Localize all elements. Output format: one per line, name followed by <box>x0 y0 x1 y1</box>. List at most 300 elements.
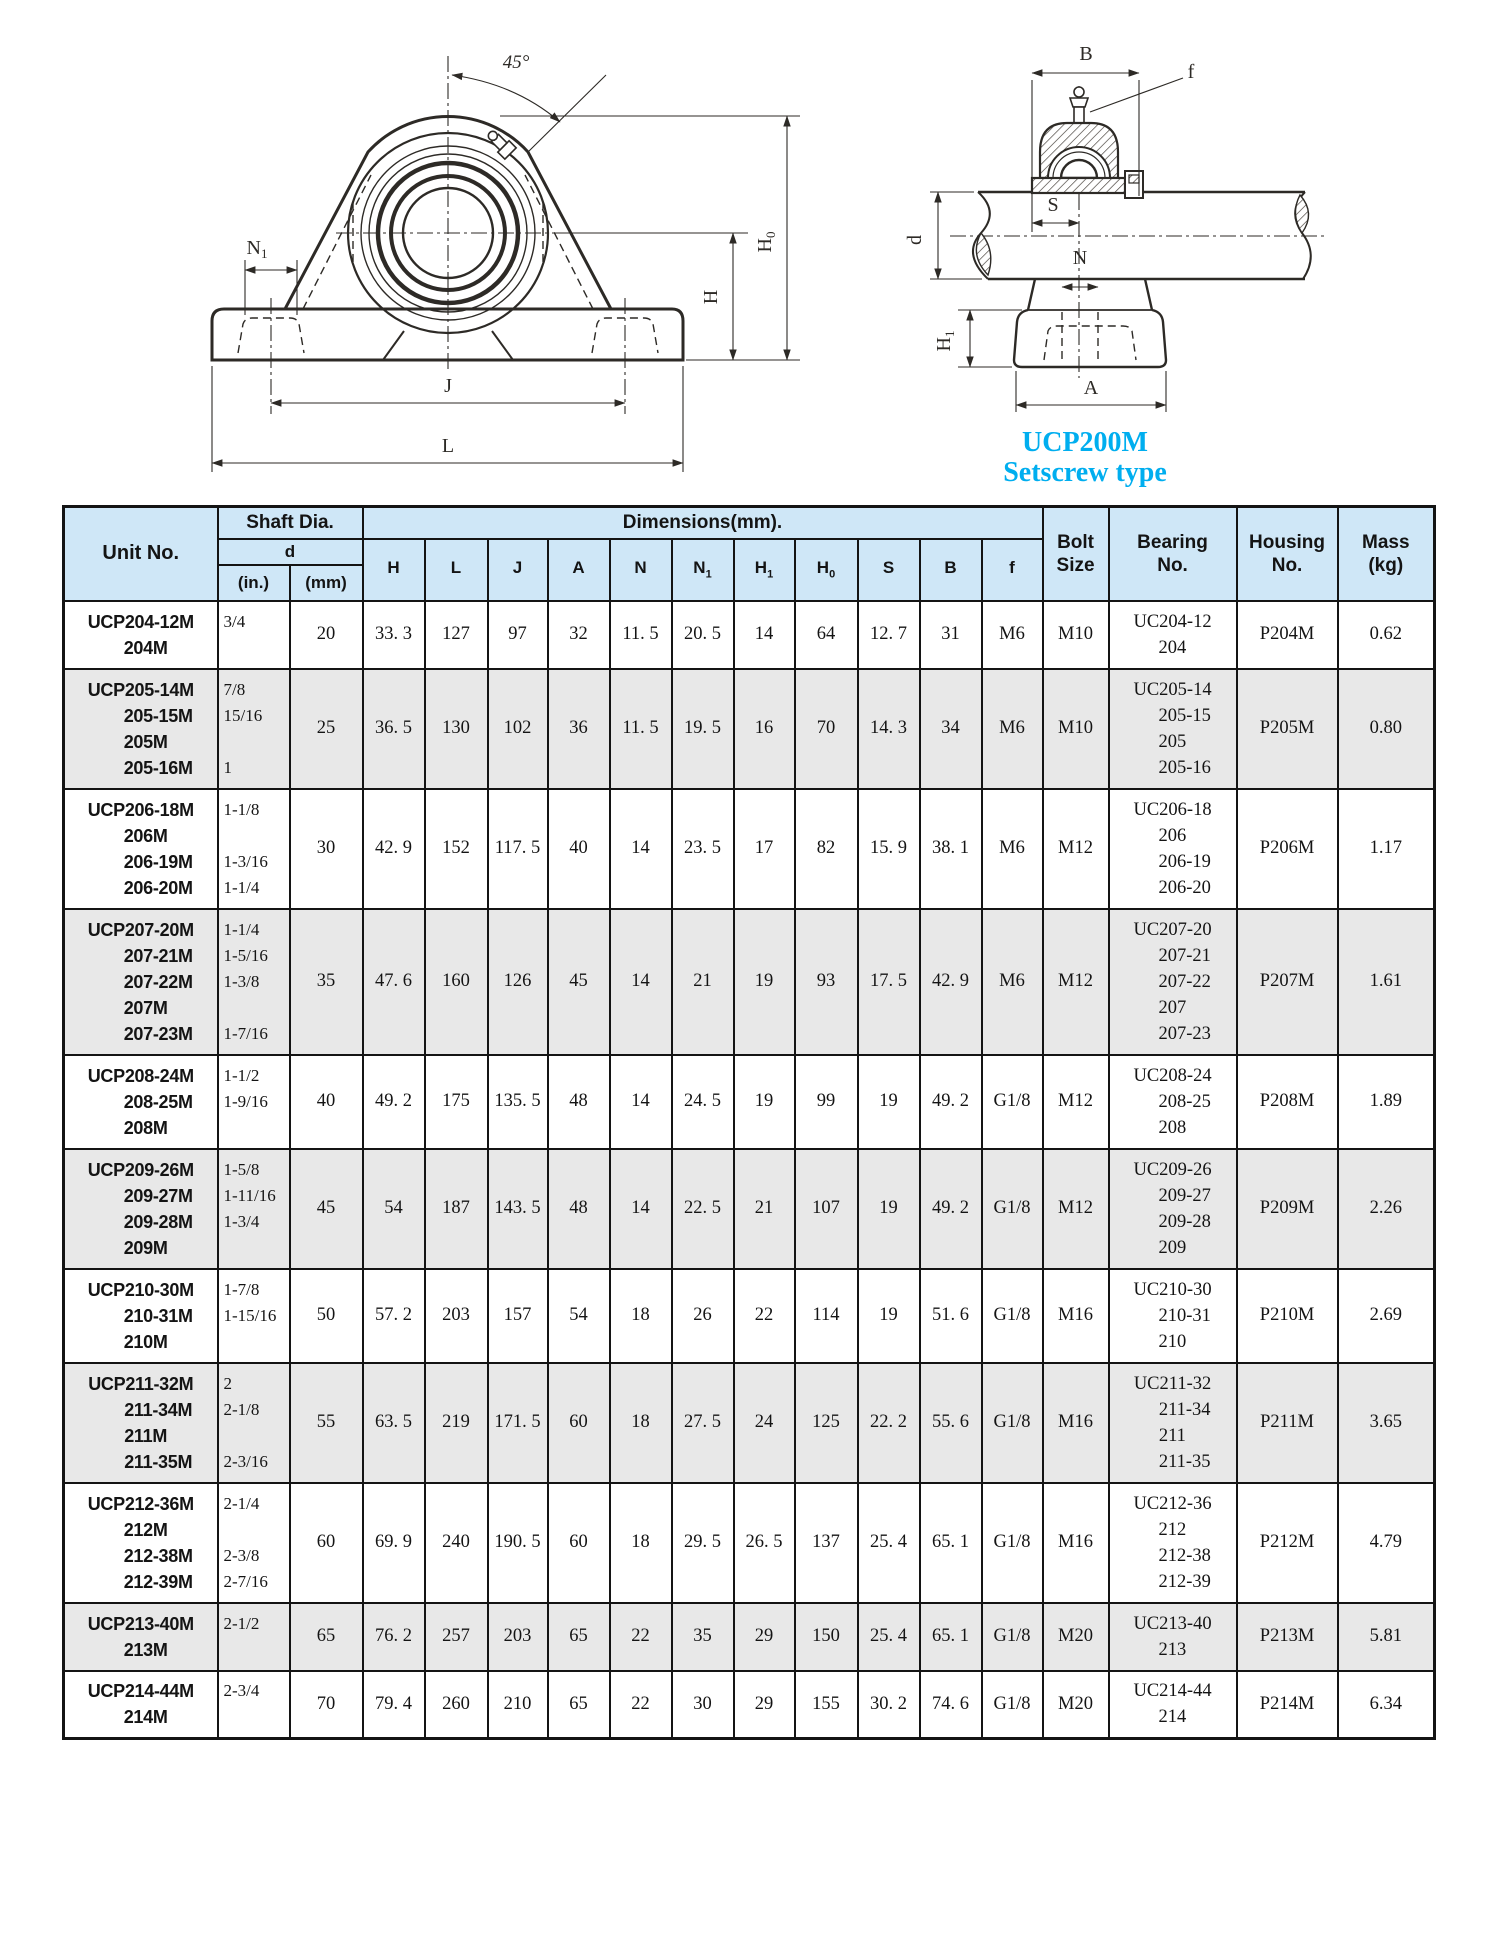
dim-n1-cell: 24. 5 <box>672 1055 734 1149</box>
dim-h0-cell: 125 <box>795 1363 858 1483</box>
col-header-dim-a: A <box>548 539 610 601</box>
shaft-dia-in-line <box>224 1423 289 1449</box>
j-label: J <box>444 375 452 397</box>
shaft-dia-mm-cell: 55 <box>290 1363 363 1483</box>
shaft-dia-in-line: 1-3/8 <box>223 971 260 991</box>
table-row <box>64 1363 1435 1483</box>
dim-n1-cell: 35 <box>672 1603 734 1671</box>
shaft-dia-in-cell <box>218 1671 290 1739</box>
dim-h0-cell: 107 <box>795 1149 858 1269</box>
bearing-no-cell <box>1109 669 1237 789</box>
dim-h-cell: 76. 2 <box>363 1603 425 1671</box>
unit-no-line: UCP204-12M <box>87 611 194 632</box>
bearing-no-line2: No. <box>1157 554 1188 576</box>
mass-cell: 5.81 <box>1338 1603 1435 1671</box>
shaft-dia-in-line: 3/4 <box>223 611 246 631</box>
housing-no-cell: P214M <box>1237 1671 1338 1739</box>
dim-h-cell: 69. 9 <box>363 1483 425 1603</box>
unit-no-line: 210M <box>123 1331 168 1352</box>
dim-f-cell: G1/8 <box>982 1483 1043 1603</box>
shaft-dia-in-cell <box>218 1603 290 1671</box>
dim-n-cell: 14 <box>610 789 672 909</box>
shaft-dia-in-cell <box>218 1269 290 1363</box>
dim-s-cell: 19 <box>858 1149 920 1269</box>
bearing-no-line: 207-23 <box>1158 1023 1211 1044</box>
unit-no-cell <box>64 1149 218 1269</box>
dim-h-cell: 36. 5 <box>363 669 425 789</box>
bearing-no-line: 209 <box>1158 1237 1187 1258</box>
b-label: B <box>1079 43 1093 65</box>
unit-no-line: 211-35M <box>124 1451 193 1472</box>
shaft-dia-in-line <box>224 995 289 1021</box>
unit-no-cell <box>64 1483 218 1603</box>
shaft-dia-mm-cell: 70 <box>290 1671 363 1739</box>
bearing-no-line: 208-25 <box>1158 1091 1211 1112</box>
dim-f-cell: M6 <box>982 909 1043 1055</box>
angle-45-label: 45° <box>502 52 530 73</box>
col-header-dim-j: J <box>488 539 548 601</box>
shaft-dia-in-line <box>224 1704 289 1730</box>
shaft-dia-in-cell <box>218 1483 290 1603</box>
table-row <box>64 1269 1435 1363</box>
shaft-dia-in-line: 2-1/8 <box>223 1399 260 1419</box>
bearing-no-line: 208 <box>1158 1117 1187 1138</box>
shaft-dia-mm-cell: 25 <box>290 669 363 789</box>
unit-no-cell <box>64 1603 218 1671</box>
bearing-no-line: 206 <box>1158 825 1187 846</box>
dim-n-cell: 18 <box>610 1269 672 1363</box>
dim-l-cell: 260 <box>425 1671 488 1739</box>
header-row-1 <box>64 507 1435 539</box>
dim-b-cell: 55. 6 <box>920 1363 982 1483</box>
dim-f-cell: M6 <box>982 789 1043 909</box>
shaft-dia-in-line: 2-3/8 <box>223 1545 260 1565</box>
unit-no-line: 205-15M <box>123 705 193 726</box>
unit-no-line: UCP211-32M <box>88 1373 194 1394</box>
shaft-dia-in-line: 1-1/2 <box>223 1065 260 1085</box>
housing-no-cell: P207M <box>1237 909 1338 1055</box>
bearing-no-line: UC211-32 <box>1133 1373 1212 1394</box>
dim-n1-cell: 22. 5 <box>672 1149 734 1269</box>
table-row <box>64 1603 1435 1671</box>
s-label: S <box>1047 194 1059 216</box>
shaft-dia-mm-cell: 30 <box>290 789 363 909</box>
dim-s-cell: 12. 7 <box>858 601 920 669</box>
bearing-no-line: 205-15 <box>1158 705 1211 726</box>
col-header-mm: (mm) <box>290 565 363 601</box>
dim-h1-cell: 26. 5 <box>734 1483 795 1603</box>
shaft-dia-in-line: 1-5/8 <box>223 1159 260 1179</box>
shaft-dia-in-cell <box>218 601 290 669</box>
dim-a-cell: 65 <box>548 1603 610 1671</box>
table-row <box>64 1671 1435 1739</box>
dim-n-cell: 18 <box>610 1363 672 1483</box>
col-header-unit-no: Unit No. <box>64 507 218 601</box>
unit-no-line: 206-20M <box>123 877 193 898</box>
dim-n-cell: 11. 5 <box>610 601 672 669</box>
dim-h1-cell: 29 <box>734 1671 795 1739</box>
dim-a-cell: 60 <box>548 1483 610 1603</box>
shaft-dia-in-line: 1-7/8 <box>223 1279 260 1299</box>
dim-h0-cell: 70 <box>795 669 858 789</box>
shaft-dia-mm-cell: 35 <box>290 909 363 1055</box>
shaft-dia-in-line: 2-1/2 <box>223 1613 260 1633</box>
bearing-no-line: UC207-20 <box>1133 919 1212 940</box>
bearing-no-line: 207 <box>1158 997 1187 1018</box>
unit-no-line: 206-19M <box>123 851 193 872</box>
h1-label: $H_1$ <box>933 330 957 352</box>
bearing-no-line: 213 <box>1158 1639 1187 1660</box>
dim-h0-cell: 155 <box>795 1671 858 1739</box>
f-label: f <box>1187 61 1195 83</box>
dim-b-cell: 31 <box>920 601 982 669</box>
dim-h0-cell: 93 <box>795 909 858 1055</box>
col-header-in: (in.) <box>218 565 290 601</box>
unit-no-cell <box>64 1363 218 1483</box>
dim-f-cell: G1/8 <box>982 1671 1043 1739</box>
shaft-dia-in-line <box>224 1115 289 1141</box>
unit-no-line: UCP212-36M <box>87 1493 194 1514</box>
housing-no-cell: P212M <box>1237 1483 1338 1603</box>
bearing-no-line: 205 <box>1158 731 1187 752</box>
col-header-mass <box>1338 507 1435 601</box>
bolt-size-cell: M16 <box>1043 1483 1109 1603</box>
dim-h0-cell: 137 <box>795 1483 858 1603</box>
shaft-dia-in-line <box>224 1637 289 1663</box>
h1-extension-lines <box>958 310 1022 367</box>
h0-label: $H_0$ <box>754 231 778 253</box>
dim-l-cell: 257 <box>425 1603 488 1671</box>
bearing-no-line: 205-16 <box>1158 757 1211 778</box>
bolt-size-cell: M16 <box>1043 1363 1109 1483</box>
col-header-dim-h0: $H_0$ <box>795 539 858 601</box>
shaft-dia-in-cell <box>218 789 290 909</box>
unit-no-line: 206M <box>123 825 168 846</box>
front-view-drawing <box>212 56 800 472</box>
shaft-dia-in-line <box>224 823 289 849</box>
bearing-no-cell <box>1109 1269 1237 1363</box>
dim-h1-cell: 22 <box>734 1269 795 1363</box>
col-header-dim-s: S <box>858 539 920 601</box>
dim-n1-cell: 21 <box>672 909 734 1055</box>
unit-no-line: 212M <box>123 1519 168 1540</box>
bearing-no-line: 211-35 <box>1158 1451 1211 1472</box>
dim-a-cell: 40 <box>548 789 610 909</box>
shaft-dia-in-line: 15/16 <box>223 705 263 725</box>
col-header-dim-l: L <box>425 539 488 601</box>
dim-f-cell: G1/8 <box>982 1149 1043 1269</box>
dim-h0-cell: 82 <box>795 789 858 909</box>
bearing-no-line: 212-38 <box>1158 1545 1211 1566</box>
mass-cell: 4.79 <box>1338 1483 1435 1603</box>
dim-h1-cell: 24 <box>734 1363 795 1483</box>
bolt-size-cell: M12 <box>1043 1055 1109 1149</box>
col-header-bolt-size <box>1043 507 1109 601</box>
dim-f-cell: G1/8 <box>982 1363 1043 1483</box>
bolt-size-line2: Size <box>1056 554 1095 576</box>
series-caption-line2: Setscrew type <box>1003 457 1167 488</box>
bolt-size-cell: M10 <box>1043 669 1109 789</box>
unit-no-line: UCP207-20M <box>87 919 194 940</box>
unit-no-line: 210-31M <box>123 1305 193 1326</box>
dim-f-cell: M6 <box>982 601 1043 669</box>
technical-drawings <box>0 0 1497 505</box>
dim-s-cell: 25. 4 <box>858 1603 920 1671</box>
dim-h1-cell: 16 <box>734 669 795 789</box>
shaft-dia-in-line: 2 <box>223 1373 232 1393</box>
mass-cell: 0.62 <box>1338 601 1435 669</box>
unit-no-cell <box>64 1055 218 1149</box>
dim-h0-cell: 150 <box>795 1603 858 1671</box>
bearing-no-line: 207-22 <box>1158 971 1211 992</box>
dim-s-cell: 17. 5 <box>858 909 920 1055</box>
unit-no-cell <box>64 1671 218 1739</box>
bearing-no-line: 211 <box>1158 1425 1186 1446</box>
bearing-no-line: 209-28 <box>1158 1211 1211 1232</box>
mass-cell: 6.34 <box>1338 1671 1435 1739</box>
dim-j-cell: 135. 5 <box>488 1055 548 1149</box>
dim-b-cell: 65. 1 <box>920 1603 982 1671</box>
dim-n1-cell: 27. 5 <box>672 1363 734 1483</box>
shaft-dia-in-line: 1-1/4 <box>223 877 260 897</box>
bearing-no-line: 207-21 <box>1158 945 1211 966</box>
pedestal-base <box>1014 310 1166 367</box>
dim-f-cell: G1/8 <box>982 1603 1043 1671</box>
grease-fitting-leader <box>528 75 606 152</box>
bolt-size-cell: M12 <box>1043 1149 1109 1269</box>
unit-no-line: UCP214-44M <box>87 1681 194 1702</box>
shaft-dia-in-line: 1-3/16 <box>223 851 268 871</box>
unit-no-line: 207-22M <box>123 971 193 992</box>
housing-no-cell: P205M <box>1237 669 1338 789</box>
bearing-no-line: 206-19 <box>1158 851 1211 872</box>
bearing-no-cell <box>1109 1149 1237 1269</box>
dim-j-cell: 203 <box>488 1603 548 1671</box>
dim-b-cell: 74. 6 <box>920 1671 982 1739</box>
shaft-dia-in-cell <box>218 909 290 1055</box>
mass-cell: 1.61 <box>1338 909 1435 1055</box>
unit-no-line: 211M <box>124 1425 168 1446</box>
unit-no-cell <box>64 789 218 909</box>
bearing-no-line: 206-20 <box>1158 877 1211 898</box>
dim-l-cell: 160 <box>425 909 488 1055</box>
dim-n-cell: 22 <box>610 1671 672 1739</box>
base-pocket-hidden <box>1044 326 1136 360</box>
unit-no-line: 209-28M <box>123 1211 193 1232</box>
dim-a-cell: 48 <box>548 1149 610 1269</box>
shaft-dia-mm-cell: 60 <box>290 1483 363 1603</box>
mass-cell: 2.26 <box>1338 1149 1435 1269</box>
bolt-size-cell: M16 <box>1043 1269 1109 1363</box>
bolt-size-line1: Bolt <box>1057 531 1094 553</box>
table-row <box>64 669 1435 789</box>
dim-a-cell: 36 <box>548 669 610 789</box>
bearing-no-line: UC210-30 <box>1133 1279 1212 1300</box>
col-header-dim-n: N <box>610 539 672 601</box>
dim-s-cell: 30. 2 <box>858 1671 920 1739</box>
dim-f-cell: G1/8 <box>982 1055 1043 1149</box>
unit-no-line: 204M <box>123 637 168 658</box>
housing-no-cell: P209M <box>1237 1149 1338 1269</box>
dim-h0-cell: 64 <box>795 601 858 669</box>
setscrew-section <box>1129 175 1139 183</box>
bearing-no-line: UC213-40 <box>1133 1613 1212 1634</box>
dim-j-cell: 171. 5 <box>488 1363 548 1483</box>
table-row <box>64 601 1435 669</box>
shaft-dia-in-line: 2-3/16 <box>223 1451 268 1471</box>
dim-s-cell: 22. 2 <box>858 1363 920 1483</box>
unit-no-line: 211-34M <box>124 1399 193 1420</box>
col-header-dim-h: H <box>363 539 425 601</box>
bearing-no-line: UC208-24 <box>1133 1065 1212 1086</box>
unit-no-line: 208M <box>123 1117 168 1138</box>
h-label: H <box>700 289 722 305</box>
series-caption-line1: UCP200M <box>1022 427 1148 458</box>
dim-l-cell: 219 <box>425 1363 488 1483</box>
side-view-labels <box>904 43 1195 488</box>
col-header-dim-f: f <box>982 539 1043 601</box>
bolt-size-cell: M12 <box>1043 909 1109 1055</box>
housing-no-line1: Housing <box>1249 531 1326 553</box>
mass-cell: 3.65 <box>1338 1363 1435 1483</box>
dim-l-cell: 203 <box>425 1269 488 1363</box>
bearing-no-line: 210 <box>1158 1331 1187 1352</box>
unit-no-line: 207M <box>123 997 168 1018</box>
dim-a-cell: 60 <box>548 1363 610 1483</box>
dim-j-cell: 97 <box>488 601 548 669</box>
dim-l-cell: 240 <box>425 1483 488 1603</box>
table-row <box>64 909 1435 1055</box>
unit-no-line: UCP210-30M <box>87 1279 194 1300</box>
unit-no-line: UCP206-18M <box>87 799 194 820</box>
dim-h-cell: 63. 5 <box>363 1363 425 1483</box>
dim-s-cell: 19 <box>858 1055 920 1149</box>
shaft-dia-in-line <box>224 1235 289 1261</box>
shaft-dia-mm-cell: 20 <box>290 601 363 669</box>
unit-no-line: 212-39M <box>123 1571 193 1592</box>
bearing-no-line: UC206-18 <box>1133 799 1212 820</box>
shaft-dia-in-line: 2-1/4 <box>223 1493 260 1513</box>
housing-no-cell: P211M <box>1237 1363 1338 1483</box>
unit-no-line: 209M <box>123 1237 168 1258</box>
bolt-size-cell: M10 <box>1043 601 1109 669</box>
dim-s-cell: 19 <box>858 1269 920 1363</box>
n-label: N <box>1072 247 1088 269</box>
bearing-no-cell <box>1109 1603 1237 1671</box>
bolt-size-cell: M20 <box>1043 1603 1109 1671</box>
col-header-dim-n1: $N_1$ <box>672 539 734 601</box>
unit-no-cell <box>64 601 218 669</box>
dim-l-cell: 187 <box>425 1149 488 1269</box>
dim-h0-cell: 114 <box>795 1269 858 1363</box>
shaft-dia-in-line: 1-1/4 <box>223 919 260 939</box>
dim-n1-cell: 19. 5 <box>672 669 734 789</box>
dim-n-cell: 18 <box>610 1483 672 1603</box>
unit-no-line: 212-38M <box>123 1545 193 1566</box>
shaft-dia-in-line <box>224 635 289 661</box>
mass-line2: (kg) <box>1368 554 1404 576</box>
shaft-dia-in-cell <box>218 1055 290 1149</box>
dim-n1-cell: 23. 5 <box>672 789 734 909</box>
unit-no-cell <box>64 909 218 1055</box>
bearing-no-line: 204 <box>1158 637 1187 658</box>
unit-no-line: UCP208-24M <box>87 1065 194 1086</box>
shaft-dia-in-line <box>224 1517 289 1543</box>
unit-no-cell <box>64 669 218 789</box>
n1-label: $N_1$ <box>246 237 268 261</box>
table-row <box>64 789 1435 909</box>
shaft-break-right-lens <box>1295 195 1308 233</box>
housing-no-line2: No. <box>1271 554 1303 576</box>
dim-b-cell: 42. 9 <box>920 909 982 1055</box>
unit-no-line: 207-21M <box>123 945 193 966</box>
bearing-no-line1: Bearing <box>1137 531 1208 553</box>
dim-b-cell: 49. 2 <box>920 1149 982 1269</box>
unit-no-line: UCP209-26M <box>87 1159 194 1180</box>
dim-h1-cell: 29 <box>734 1603 795 1671</box>
bearing-no-line: 212-39 <box>1158 1571 1211 1592</box>
dim-h-cell: 47. 6 <box>363 909 425 1055</box>
bearing-no-line: 210-31 <box>1158 1305 1211 1326</box>
shaft-dia-in-line: 1 <box>223 757 232 777</box>
shaft-dia-in-line: 1-5/16 <box>223 945 268 965</box>
shaft-dia-in-cell <box>218 669 290 789</box>
dim-j-cell: 102 <box>488 669 548 789</box>
spec-table-container <box>62 505 1436 1740</box>
shaft-dia-in-line: 1-11/16 <box>223 1185 276 1205</box>
table-row <box>64 1483 1435 1603</box>
col-header-housing-no <box>1237 507 1338 601</box>
shaft-dia-in-line: 1-9/16 <box>223 1091 268 1111</box>
dim-j-cell: 126 <box>488 909 548 1055</box>
mass-cell: 1.17 <box>1338 789 1435 909</box>
dim-h-cell: 79. 4 <box>363 1671 425 1739</box>
dim-l-cell: 175 <box>425 1055 488 1149</box>
grease-nipple <box>1070 87 1088 123</box>
bearing-no-line: 212 <box>1158 1519 1187 1540</box>
l-label: L <box>441 435 455 457</box>
dim-l-cell: 127 <box>425 601 488 669</box>
dim-h-cell: 33. 3 <box>363 601 425 669</box>
shaft-dia-in-line: 2-3/4 <box>223 1681 260 1701</box>
dim-h1-cell: 17 <box>734 789 795 909</box>
bearing-no-line: UC212-36 <box>1133 1493 1212 1514</box>
col-header-shaft-dia: Shaft Dia. <box>218 507 363 539</box>
dim-n-cell: 14 <box>610 1149 672 1269</box>
dim-s-cell: 14. 3 <box>858 669 920 789</box>
dimension-spec-table <box>62 505 1436 1740</box>
dim-j-cell: 190. 5 <box>488 1483 548 1603</box>
col-header-dim-h1: $H_1$ <box>734 539 795 601</box>
bearing-no-cell <box>1109 789 1237 909</box>
table-header <box>64 507 1435 601</box>
dim-a-cell: 65 <box>548 1671 610 1739</box>
bearing-no-line: 209-27 <box>1158 1185 1211 1206</box>
shaft-dia-in-line <box>224 729 289 755</box>
shaft-dia-mm-cell: 45 <box>290 1149 363 1269</box>
dim-l-cell: 130 <box>425 669 488 789</box>
unit-no-line: 209-27M <box>123 1185 193 1206</box>
dim-h1-cell: 19 <box>734 909 795 1055</box>
bearing-no-cell <box>1109 601 1237 669</box>
dim-f-cell: M6 <box>982 669 1043 789</box>
dim-h-cell: 57. 2 <box>363 1269 425 1363</box>
unit-no-line: UCP213-40M <box>87 1613 194 1634</box>
unit-no-line: 214M <box>123 1707 168 1728</box>
dim-a-cell: 45 <box>548 909 610 1055</box>
unit-no-cell <box>64 1269 218 1363</box>
unit-no-line: 207-23M <box>123 1023 193 1044</box>
